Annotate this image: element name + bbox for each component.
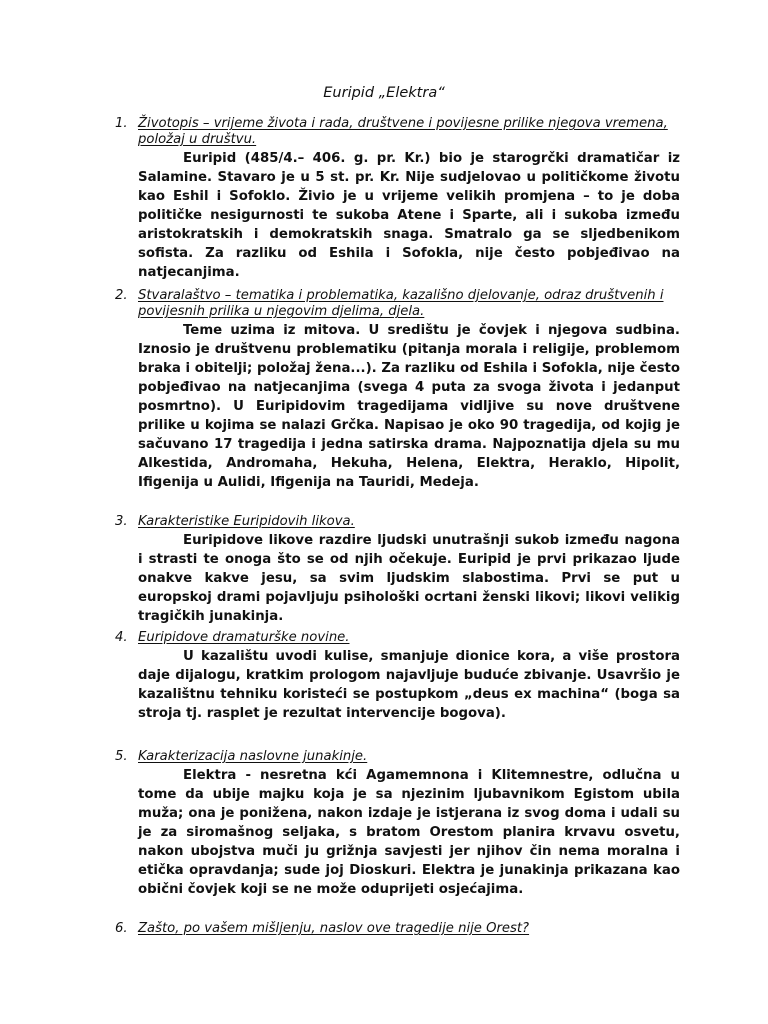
section-number: 4. [115,630,128,645]
section-heading [115,288,680,320]
section-number: 3. [115,514,128,529]
section-heading-text: Stvaralaštvo – tematika i problematika, kazališno djelovanje, odraz društvenih i povijesnih prilika u njegovim djelima, djela. [138,288,664,319]
section-number: 1. [115,116,128,131]
section-4 [115,630,680,723]
section-number: 6. [115,921,128,936]
section-heading [115,116,680,148]
section-heading [115,749,680,765]
section-number: 2. [115,288,128,303]
section-body: Euripidove likove razdire ljudski unutrašnji sukob između nagona i strasti te onoga što se od njih očekuje. Euripid je prvi prikazao ljude onakve kakve jesu, sa svim ljudskim slabostima. Prvi se put u europskoj drami pojavljuju psihološki ocrtani ženski likovi; likovi velikig tragičkih junakinja. [138,533,680,624]
section-heading-text: Zašto, po vašem mišljenju, naslov ove tragedije nije Orest? [138,921,530,936]
section-heading-text: Euripidove dramaturške novine. [138,630,350,645]
section-6 [115,921,680,937]
section-3 [115,514,680,626]
section-heading [115,630,680,646]
section-5 [115,749,680,899]
section-2 [115,288,680,492]
section-body: Elektra - nesretna kći Agamemnona i Klitemnestre, odlučna u tome da ubije majku koja je sa njezinim ljubavnikom Egistom ubila muža; ona je ponižena, nakon izdaje je istjerana iz svog doma i udali su je za siromašnog seljaka, s bratom Orestom planira krvavu osvetu, nakon ubojstva muči ju grižnja savjesti jer njihov čin nema moralna i etička opravdanja; sude joj Dioskuri. Elektra je junakinja prikazana kao obični čovjek koji se ne može oduprijeti osjećajima. [138,768,680,897]
section-heading [115,921,680,937]
section-number: 5. [115,749,128,764]
section-1 [115,116,680,282]
section-body: U kazalištu uvodi kulise, smanjuje dionice kora, a više prostora daje dijalogu, kratkim prologom najavljuje buduće zbivanje. Usavršio je kazalištnu tehniku koristeći se postupkom „deus ex machina“ (boga sa stroja tj. rasplet je rezultat intervencije bogova). [138,649,680,721]
section-body: Euripid (485/4.– 406. g. pr. Kr.) bio je starogrčki dramatičar iz Salamine. Stavaro je u 5 st. pr. Kr. Nije sudjelovao u političkome životu kao Eshil i Sofoklo. Živio je u vrijeme velikih promjena – to je doba političke nesigurnosti te sukoba Atene i Sparte, ali i sukoba između aristokratskih i demokratskih snaga. Smatralo ga se sljedbenikom sofista. Za razliku od Eshila i Sofokla, nije često pobjeđivao na natjecanjima. [138,151,680,280]
section-heading-text: Životopis – vrijeme života i rada, društvene i povijesne prilike njegova vremena, položaj u društvu. [138,116,668,147]
document-title: Euripid „Elektra“ [323,85,445,101]
section-heading-text: Karakterizacija naslovne junakinje. [138,749,368,764]
section-heading-text: Karakteristike Euripidovih likova. [138,514,355,529]
section-heading [115,514,680,530]
section-body: Teme uzima iz mitova. U središtu je čovjek i njegova sudbina. Iznosio je društvenu problematiku (pitanja morala i religije, problemom braka i obitelji; položaj žena...). Za razliku od Eshila i Sofokla, nije često pobjeđivao na natjecanjima (svega 4 puta za svoga života i jedanput posmrtno). U Euripidovim tragedijama vidljive su nove društvene prilike u kojima se nalazi Grčka. Napisao je oko 90 tragedija, od kojig je sačuvano 17 tragedija i jedna satirska drama. Najpoznatija djela su mu Alkestida, Andromaha, Hekuha, Helena, Elektra, Heraklo, Hipolit, Ifigenija u Aulidi, Ifigenija na Tauridi, Medeja. [138,323,680,490]
